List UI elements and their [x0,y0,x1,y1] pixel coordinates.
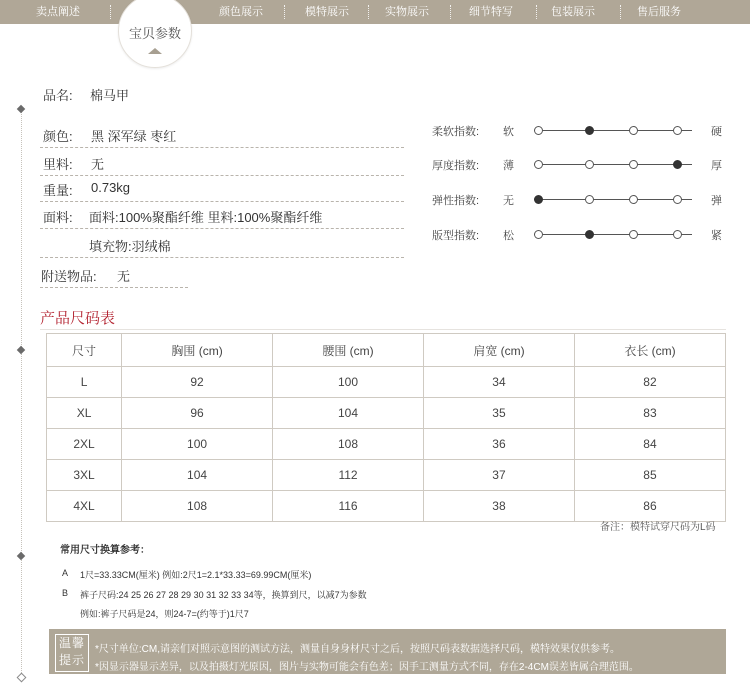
nav-item-packaging[interactable]: 包装展示 [551,6,595,18]
table-cell: 36 [424,429,575,460]
table-cell: 82 [574,367,725,398]
diamond-outline-icon [17,673,27,683]
table-cell: 35 [424,398,575,429]
table-header-cell: 衣长 (cm) [574,334,725,367]
index-track [534,130,692,131]
index-label: 版型指数: [432,230,480,242]
table-cell: 2XL [47,429,122,460]
index-high-label: 紧 [711,230,722,242]
conversion-line-a: 1尺=33.33CM(厘米) 例如:2尺1=2.1*33.33=69.99CM(厘米) [80,570,312,580]
table-header-cell: 腰围 (cm) [273,334,424,367]
table-cell: 92 [122,367,273,398]
nav-separator [284,5,285,19]
table-cell: 85 [574,460,725,491]
table-row [47,491,726,522]
index-dot [629,195,638,204]
top-nav [0,0,750,24]
nav-item-details[interactable]: 细节特写 [469,6,513,18]
table-cell: 112 [273,460,424,491]
param-filling-value: 填充物:羽绒棉 [89,239,171,254]
param-weight-label: 重量: [43,183,73,198]
table-cell: 83 [574,398,725,429]
nav-item-colors[interactable]: 颜色展示 [219,6,263,18]
index-track [534,234,692,235]
diamond-icon [17,552,25,560]
param-gift-value: 无 [117,269,131,284]
table-row [47,367,726,398]
param-color-value: 黑 深军绿 枣红 [91,129,177,144]
nav-separator [368,5,369,19]
table-cell: 100 [122,429,273,460]
index-dot-selected [585,230,594,239]
index-low-label: 松 [503,230,514,242]
table-row [47,429,726,460]
index-dot [629,160,638,169]
dashed-divider [40,287,188,288]
index-dot [585,195,594,204]
table-cell: 3XL [47,460,122,491]
conversion-example: 例如:裤子尺码是24，则24-7=(约等于)1尺7 [80,609,249,619]
param-gift-label: 附送物品: [41,269,97,284]
tips-line-2: *因显示器显示差异，以及拍摄灯光原因，图片与实物可能会有色差；因手工测量方式不同，存在2-4CM误差皆属合理范围。 [95,662,639,673]
index-dot-selected [534,195,543,204]
param-name-label: 品名: [43,88,73,103]
index-dot-selected [585,126,594,135]
nav-item-params-active[interactable] [118,0,192,68]
table-cell: 104 [273,398,424,429]
table-header-row [47,334,726,367]
nav-item-selling-points[interactable]: 卖点阐述 [36,6,80,18]
nav-item-after-sales[interactable]: 售后服务 [637,6,681,18]
index-dot [629,230,638,239]
param-fabric-label: 面料: [43,210,73,225]
index-label: 厚度指数: [432,160,480,172]
table-cell: 100 [273,367,424,398]
nav-separator [536,5,537,19]
index-high-label: 弹 [711,195,722,207]
nav-item-model[interactable]: 模特展示 [305,6,349,18]
tips-badge: 温馨提示 [55,634,89,672]
param-fabric-value: 面料:100%聚酯纤维 里料:100%聚酯纤维 [89,210,323,225]
index-track [534,199,692,200]
dashed-divider [40,175,404,176]
index-high-label: 硬 [711,126,722,138]
index-dot [585,160,594,169]
table-cell: 96 [122,398,273,429]
diamond-icon [17,105,25,113]
table-cell: 38 [424,491,575,522]
index-dot [673,126,682,135]
table-cell: 104 [122,460,273,491]
param-weight-value: 0.73kg [91,180,131,195]
index-dot [673,230,682,239]
conversion-line-b: 裤子尺码:24 25 26 27 28 29 30 31 32 33 34等，换算到尺，以减7为参数 [80,590,367,600]
index-label: 柔软指数: [432,126,480,138]
index-dot-selected [673,160,682,169]
param-name-value: 棉马甲 [90,88,130,103]
model-size-note: 备注：模特试穿尺码为L码 [600,522,716,533]
table-row [47,460,726,491]
left-guide-line [21,108,22,681]
table-header-cell: 胸围 (cm) [122,334,273,367]
index-low-label: 软 [503,126,514,138]
table-cell: 84 [574,429,725,460]
conversion-marker-a: A [62,568,69,578]
table-cell: 4XL [47,491,122,522]
index-dot [629,126,638,135]
dashed-divider [40,201,404,202]
param-color-label: 颜色: [43,129,73,144]
table-header-cell: 尺寸 [47,334,122,367]
index-low-label: 薄 [503,160,514,172]
table-cell: 86 [574,491,725,522]
index-dot [534,230,543,239]
nav-item-real-photos[interactable]: 实物展示 [385,6,429,18]
table-cell: 34 [424,367,575,398]
index-dot [673,195,682,204]
conversion-marker-b: B [62,588,69,598]
dashed-divider [40,257,404,258]
conversion-title: 常用尺寸换算参考： [60,545,150,556]
index-low-label: 无 [503,195,514,207]
table-cell: 37 [424,460,575,491]
section-divider [40,329,726,330]
table-cell: L [47,367,122,398]
diamond-icon [17,346,25,354]
table-cell: 108 [122,491,273,522]
nav-separator [450,5,451,19]
index-label: 弹性指数: [432,195,480,207]
dashed-divider [40,147,404,148]
table-cell: 108 [273,429,424,460]
nav-separator [110,5,111,19]
index-dot [534,126,543,135]
index-high-label: 厚 [711,160,722,172]
table-cell: 116 [273,491,424,522]
table-row [47,398,726,429]
size-table-title: 产品尺码表 [40,309,116,327]
param-lining-value: 无 [91,157,105,172]
tips-line-1: *尺寸单位:CM,请亲们对照示意图的测试方法，测量自身身材尺寸之后，按照尺码表数据选择尺码，模特效果仅供参考。 [95,644,620,655]
dashed-divider [40,228,404,229]
param-lining-label: 里料: [43,157,73,172]
table-header-cell: 肩宽 (cm) [424,334,575,367]
index-track [534,164,692,165]
triangle-up-icon [148,48,162,54]
active-tab-label: 宝贝参数 [128,26,181,41]
size-table [46,333,726,522]
tips-box [49,629,726,674]
table-cell: XL [47,398,122,429]
nav-separator [620,5,621,19]
index-dot [534,160,543,169]
